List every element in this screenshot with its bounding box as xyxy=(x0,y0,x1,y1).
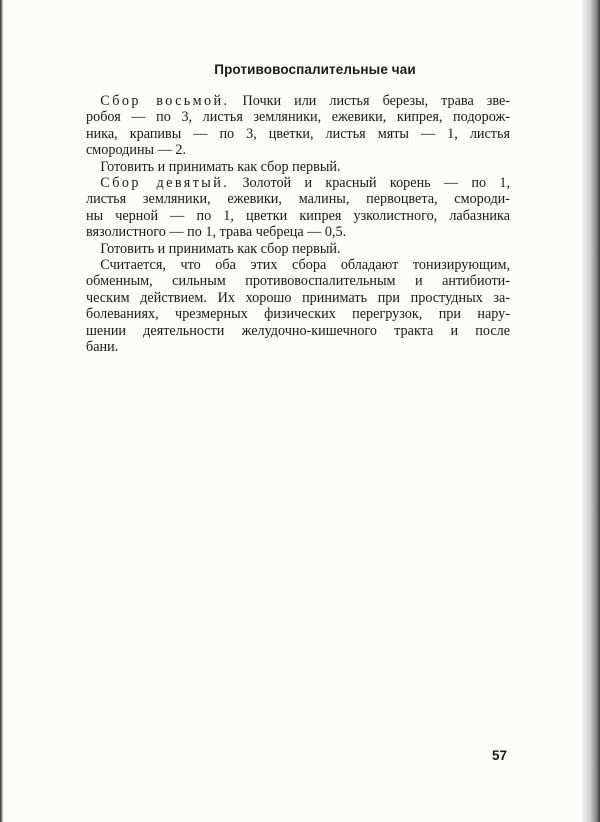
paragraph-conclusion xyxy=(86,257,510,355)
paragraph-collection-nine xyxy=(86,175,510,241)
body-text xyxy=(86,93,510,356)
text-line: робоя — по 3, листья земляники, ежевики, кипрея, подорож- xyxy=(86,109,510,126)
text-line: ческим действием. Их хорошо принимать при простудных за- xyxy=(86,289,510,306)
text-line: шении деятельности желудочно-кишечного тракта и после xyxy=(86,322,510,339)
text-fragment: Готовить и принимать как сбор первый. xyxy=(100,158,341,175)
text-line: ника, крапивы — по 3, цветки, листья мяты — 1, листья xyxy=(86,125,510,142)
text-line xyxy=(86,175,510,191)
text-fragment: Готовить и принимать как сбор первый. xyxy=(100,240,341,257)
text-line xyxy=(86,241,510,257)
section-heading: Противовоспалительные чаи xyxy=(214,62,416,77)
collection-title: Сбор восьмой. xyxy=(100,93,230,109)
page-left-edge xyxy=(0,0,3,822)
collection-title: Сбор девятый. xyxy=(100,175,230,192)
page-right-edge-shadow xyxy=(582,0,600,822)
text-line: вязолистного — по 1, трава чебреца — 0,5. xyxy=(86,224,347,241)
text-line: болеваниях, чрезмерных физических перегрузок, при нару- xyxy=(86,306,510,323)
text-line xyxy=(86,159,510,175)
text-line xyxy=(86,93,510,109)
text-line: обменным, сильным противовоспалительным и антибиоти- xyxy=(86,273,510,290)
text-line: листья земляники, ежевики, малины, первоцвета, смороди- xyxy=(86,191,510,208)
text-line: бани. xyxy=(86,339,119,356)
text-line: смородины — 2. xyxy=(86,142,187,159)
text-fragment: Золотой и красный корень — по 1, xyxy=(242,175,511,192)
text-line xyxy=(86,257,510,273)
text-fragment: Почки или листья березы, трава зве- xyxy=(242,93,510,109)
page-number: 57 xyxy=(492,748,508,763)
text-line: ны черной — по 1, цветки кипрея узколистного, лабазника xyxy=(86,207,510,224)
text-fragment: Считается, что оба этих сбора обладают тонизирующим, xyxy=(100,257,510,274)
paragraph-instruction xyxy=(86,241,510,257)
paragraph-collection-eight xyxy=(86,93,510,159)
paragraph-instruction xyxy=(86,159,510,175)
